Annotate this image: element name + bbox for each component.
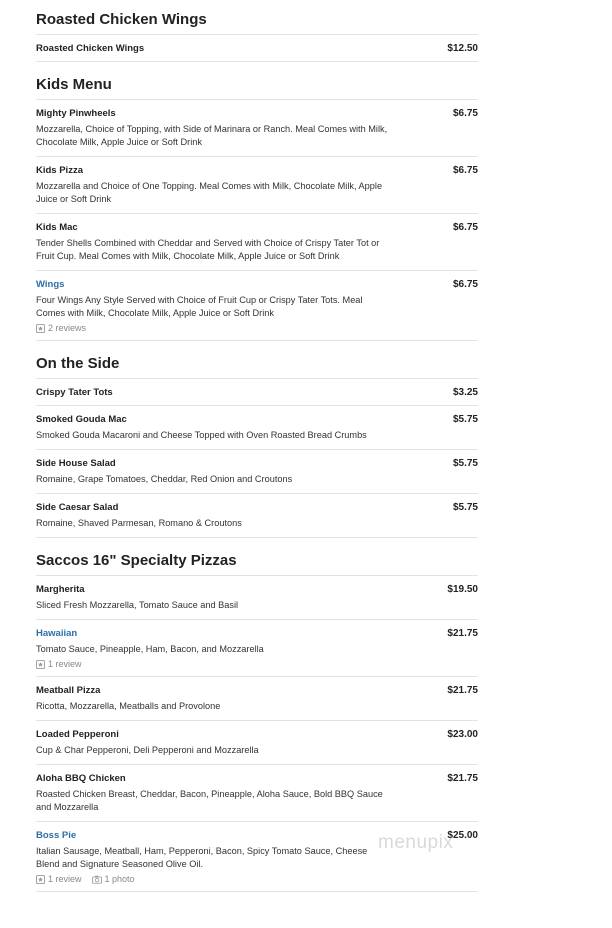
item-name: Margherita: [36, 584, 85, 595]
item-name: Kids Pizza: [36, 165, 83, 176]
item-price: $12.50: [447, 43, 478, 54]
item-name: Kids Mac: [36, 222, 78, 233]
section-title: Roasted Chicken Wings: [36, 0, 478, 35]
item-price: $6.75: [452, 108, 478, 119]
item-description: Smoked Gouda Macaroni and Cheese Topped with Oven Roasted Bread Crumbs: [36, 430, 367, 440]
menu-item[interactable]: [36, 620, 478, 677]
item-description: Tender Shells Combined with Cheddar and Served with Choice of Crispy Tater Tot or Fruit Cup. Meal Comes with Milk, Chocolate Milk, Apple Juice or Soft Drink: [36, 238, 380, 261]
reviews-link[interactable]: [36, 323, 86, 333]
item-name[interactable]: Boss Pie: [36, 830, 77, 841]
item-description: Romaine, Grape Tomatoes, Cheddar, Red Onion and Croutons: [36, 474, 293, 484]
section-title: On the Side: [36, 355, 478, 379]
photos-count[interactable]: 1 photo: [104, 874, 135, 884]
item-meta: [36, 659, 478, 669]
menu-item: [36, 100, 478, 157]
item-name[interactable]: Hawaiian: [36, 628, 78, 639]
item-price: $21.75: [447, 628, 478, 639]
item-price: $19.50: [447, 584, 478, 595]
item-name: Crispy Tater Tots: [36, 387, 113, 398]
watermark: menupix: [378, 832, 454, 853]
menu-section: [36, 0, 478, 62]
item-name: Side Caesar Salad: [36, 502, 119, 513]
menu-item: [36, 406, 478, 450]
item-price: $6.75: [452, 279, 478, 290]
item-name: Meatball Pizza: [36, 685, 101, 696]
section-title: Saccos 16" Specialty Pizzas: [36, 552, 478, 576]
item-price: $6.75: [452, 165, 478, 176]
item-name: Loaded Pepperoni: [36, 729, 119, 740]
item-description: Mozzarella and Choice of One Topping. Meal Comes with Milk, Chocolate Milk, Apple Juice or Soft Drink: [36, 181, 383, 204]
item-name: Aloha BBQ Chicken: [36, 773, 126, 784]
item-price: $6.75: [452, 222, 478, 233]
item-price: $21.75: [447, 773, 478, 784]
item-description: Romaine, Shaved Parmesan, Romano & Croutons: [36, 518, 242, 528]
item-description: Tomato Sauce, Pineapple, Ham, Bacon, and Mozzarella: [36, 644, 264, 654]
reviews-link[interactable]: [36, 659, 82, 669]
menu-section: [36, 76, 478, 341]
item-meta: [36, 874, 478, 884]
camera-icon: [92, 875, 102, 884]
menu-item: [36, 450, 478, 494]
reviews-count[interactable]: 2 reviews: [48, 323, 87, 333]
menu-item: [36, 157, 478, 214]
menu-list: [36, 0, 478, 906]
item-description: Sliced Fresh Mozzarella, Tomato Sauce and Basil: [36, 600, 239, 610]
item-price: $21.75: [447, 685, 478, 696]
item-price: $23.00: [447, 729, 478, 740]
reviews-link[interactable]: [36, 874, 82, 884]
review-icon: [36, 875, 45, 884]
item-description: Cup & Char Pepperoni, Deli Pepperoni and Mozzarella: [36, 745, 259, 755]
menu-item: [36, 214, 478, 271]
item-price: $5.75: [452, 458, 478, 469]
review-icon: [36, 660, 45, 669]
menu-item: [36, 576, 478, 620]
reviews-count[interactable]: 1 review: [48, 874, 82, 884]
item-name: Mighty Pinwheels: [36, 108, 116, 119]
item-description: Roasted Chicken Breast, Cheddar, Bacon, Pineapple, Aloha Sauce, Bold BBQ Sauce and Mozzarella: [36, 789, 383, 812]
photos-link[interactable]: [92, 874, 135, 884]
item-name: Side House Salad: [36, 458, 116, 469]
item-name[interactable]: Wings: [36, 279, 65, 290]
item-price: $3.25: [452, 387, 478, 398]
review-icon: [36, 324, 45, 333]
item-price: $5.75: [452, 414, 478, 425]
item-price: $25.00: [447, 830, 478, 841]
item-price: $5.75: [452, 502, 478, 513]
menu-item: [36, 677, 478, 721]
menu-item: [36, 721, 478, 765]
menu-item: [36, 35, 478, 62]
item-meta: [36, 323, 478, 333]
menu-item: [36, 379, 478, 406]
menu-item[interactable]: [36, 271, 478, 341]
item-description: Mozzarella, Choice of Topping, with Side of Marinara or Ranch. Meal Comes with Milk, Chocolate Milk, Apple Juice or Soft Drink: [36, 124, 388, 147]
item-description: Ricotta, Mozzarella, Meatballs and Provolone: [36, 701, 221, 711]
item-name: Smoked Gouda Mac: [36, 414, 127, 425]
item-description: Italian Sausage, Meatball, Ham, Pepperoni, Bacon, Spicy Tomato Sauce, Cheese Blend and Signature Seasoned Olive Oil.: [36, 846, 368, 869]
reviews-count[interactable]: 1 review: [48, 659, 82, 669]
item-name: Roasted Chicken Wings: [36, 43, 145, 54]
section-title: Kids Menu: [36, 76, 478, 100]
menu-section: [36, 355, 478, 538]
menu-item: [36, 765, 478, 822]
menu-item: [36, 494, 478, 538]
item-description: Four Wings Any Style Served with Choice of Fruit Cup or Crispy Tater Tots. Meal Comes with Milk, Chocolate Milk, Apple Juice or Soft Drink: [36, 295, 363, 318]
